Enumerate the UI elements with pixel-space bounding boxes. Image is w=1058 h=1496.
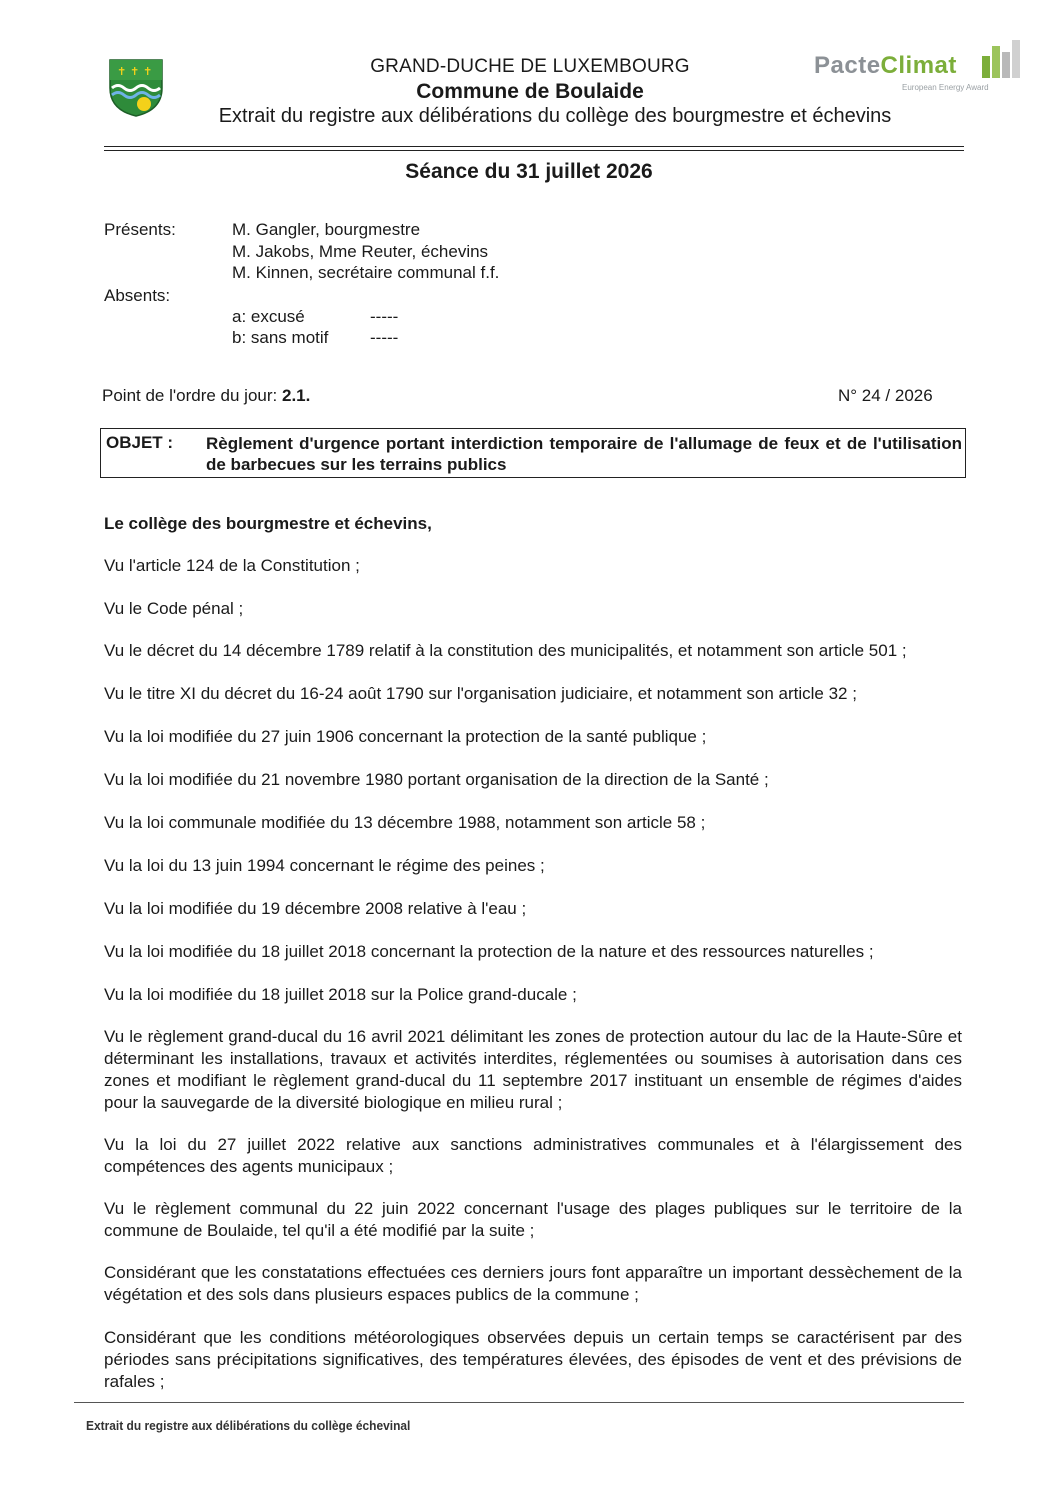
svg-text:✝: ✝ — [143, 65, 153, 78]
logo-word-pacte: Pacte — [814, 52, 881, 79]
absent-category-value: ----- — [370, 307, 399, 326]
considerant-paragraph: Considérant que les conditions météorologiques observées depuis un certain temps se caractérisent par des périodes sans précipitations significatives, des températures élevées, des épisodes de vent et des prévisions de rafales ; — [104, 1328, 962, 1391]
considerant-paragraph: Vu l'article 124 de la Constitution ; — [104, 556, 360, 575]
considerant-paragraph: Vu la loi modifiée du 18 juillet 2018 sur la Police grand-ducale ; — [104, 985, 577, 1004]
session-title: Séance du 31 juillet 2026 — [405, 160, 653, 183]
pacte-climat-logo — [814, 52, 989, 92]
present-member: M. Jakobs, Mme Reuter, échevins — [232, 242, 489, 261]
register-heading: Extrait du registre aux délibérations du collège des bourgmestre et échevins — [218, 105, 892, 127]
subject-label: OBJET : — [106, 433, 174, 452]
subject-text: Règlement d'urgence portant interdiction temporaire de l'allumage de feux et de l'utilisation de barbecues sur les terrains publics — [206, 434, 962, 474]
considerant-paragraph: Vu le titre XI du décret du 16-24 août 1790 sur l'organisation judiciaire, et notamment son article 32 ; — [104, 684, 857, 703]
presents-label: Présents: — [104, 220, 176, 239]
considerant-paragraph: Considérant que les constatations effectuées ces derniers jours font apparaître un important dessèchement de la végétation et des sols dans plusieurs espaces publics de la commune ; — [104, 1263, 962, 1304]
considerant-paragraph: Vu le décret du 14 décembre 1789 relatif à la constitution des municipalités, et notamment son article 501 ; — [104, 641, 907, 660]
header-rule-bottom — [104, 150, 964, 151]
page-footer: Extrait du registre aux délibérations du collège échevinal — [86, 1418, 411, 1433]
absent-category-label: a: excusé — [232, 307, 305, 326]
considerant-paragraph: Vu le Code pénal ; — [104, 599, 244, 618]
considerant-paragraph: Vu le règlement communal du 22 juin 2022 concernant l'usage des plages publiques sur le territoire de la commune de Boulaide, tel qu'il a été modifié par la suite ; — [104, 1199, 962, 1240]
country-heading: GRAND-DUCHE DE LUXEMBOURG — [370, 56, 690, 77]
considerant-paragraph: Vu la loi modifiée du 21 novembre 1980 portant organisation de la direction de la Santé ; — [104, 770, 769, 789]
absents-label: Absents: — [104, 286, 171, 305]
college-heading: Le collège des bourgmestre et échevins, — [104, 514, 432, 533]
logo-word-climat: Climat — [880, 52, 957, 79]
considerant-paragraph: Vu le règlement grand-ducal du 16 avril 2021 délimitant les zones de protection autour du lac de la Haute-Sûre et déterminant les installations, travaux et activités interdites, réglementées ou soumises à autorisation dans ces zones et modifiant le règlement grand-ducal du 11 septembre 2017 instituant un ensemble de régimes d'aides pour la sauvegarde de la diversité biologique en milieu rural ; — [104, 1027, 962, 1112]
considerant-paragraph: Vu la loi modifiée du 27 juin 1906 concernant la protection de la santé publique ; — [104, 727, 707, 746]
logo-subtitle: European Energy Award — [902, 83, 989, 92]
commune-heading: Commune de Boulaide — [416, 80, 644, 103]
svg-text:✝: ✝ — [117, 65, 127, 78]
considerant-paragraph: Vu la loi modifiée du 19 décembre 2008 relative à l'eau ; — [104, 899, 527, 918]
considerant-paragraph: Vu la loi du 27 juillet 2022 relative aux sanctions administratives communales et à l'élargissement des compétences des agents municipaux ; — [104, 1135, 962, 1176]
absent-category-label: b: sans motif — [232, 328, 329, 347]
agenda-point-value: 2.1. — [281, 386, 311, 405]
considerant-paragraph: Vu la loi du 13 juin 1994 concernant le régime des peines ; — [104, 856, 545, 875]
present-member: M. Gangler, bourgmestre — [232, 220, 421, 239]
present-member: M. Kinnen, secrétaire communal f.f. — [232, 263, 500, 282]
absent-category-value: ----- — [370, 328, 399, 347]
svg-text:✝: ✝ — [130, 65, 140, 78]
agenda-point-label: Point de l'ordre du jour: — [102, 386, 278, 405]
agenda-point — [102, 386, 310, 406]
considerant-paragraph: Vu la loi modifiée du 18 juillet 2018 concernant la protection de la nature et des ressources naturelles ; — [104, 942, 874, 961]
footer-rule — [74, 1402, 964, 1403]
considerant-paragraph: Vu la loi communale modifiée du 13 décembre 1988, notamment son article 58 ; — [104, 813, 706, 832]
deliberation-number: N° 24 / 2026 — [838, 386, 933, 405]
header-rule-top — [104, 146, 964, 147]
pacte-climat-bars-icon — [980, 38, 1024, 80]
